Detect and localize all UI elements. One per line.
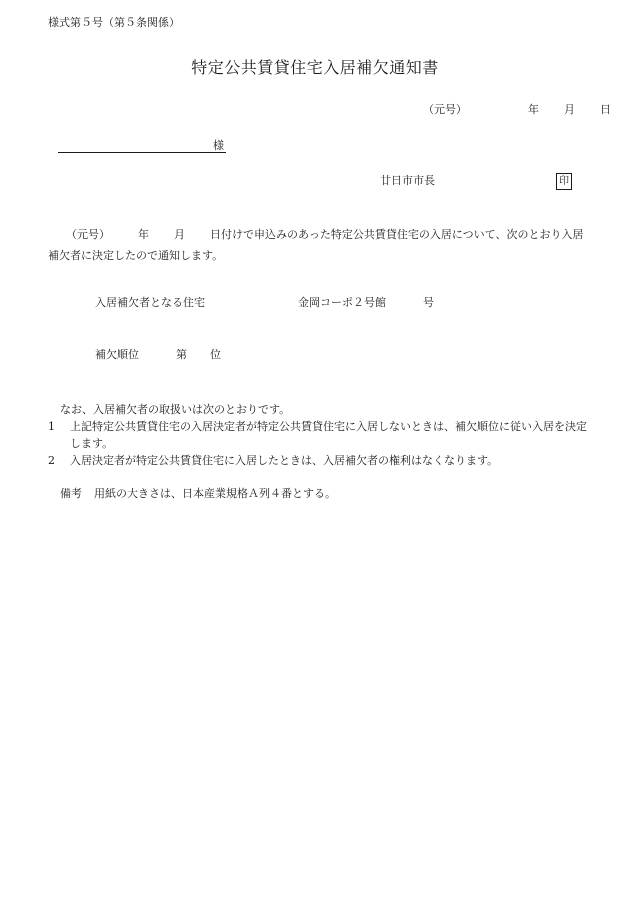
- intro-year: 年: [138, 228, 149, 241]
- rank-label: 補欠順位: [95, 348, 139, 361]
- date-year: 年: [528, 103, 539, 116]
- housing-label: 入居補欠者となる住宅: [95, 296, 205, 309]
- addressee-name-line: [58, 152, 226, 153]
- seal-mark: 印: [556, 173, 572, 190]
- sender-title: 廿日市市長: [380, 174, 435, 187]
- item-text: 入居決定者が特定公共賃貸住宅に入居したときは、入居補欠者の権利はなくなります。: [70, 454, 499, 467]
- issue-date: [423, 104, 611, 115]
- rank-prefix: 第: [176, 348, 187, 361]
- form-number: 様式第５号（第５条関係）: [48, 16, 180, 29]
- list-item: [48, 452, 593, 469]
- date-day: 日: [600, 103, 611, 116]
- rank-row: [95, 349, 221, 360]
- list-item: [48, 418, 593, 452]
- housing-value-group: [298, 297, 434, 308]
- housing-unit: 号: [423, 296, 434, 309]
- housing-row: [95, 297, 205, 308]
- intro-month: 月: [174, 228, 185, 241]
- item-number: 1: [48, 420, 55, 433]
- housing-value: 金岡コーポ２号館: [298, 296, 386, 309]
- intro-text: 日付けで申込みのあった特定公共賃貸住宅の入居について、次のとおり入居補欠者に決定したので通知します。: [48, 228, 584, 262]
- document-title: 特定公共賃貸住宅入居補欠通知書: [191, 58, 439, 77]
- notice-body: [48, 224, 593, 266]
- addressee-suffix: 様: [213, 139, 224, 152]
- remarks-text: 用紙の大きさは、日本産業規格Ａ列４番とする。: [94, 487, 336, 500]
- intro-era: （元号）: [66, 228, 110, 241]
- rank-suffix: 位: [210, 348, 221, 361]
- item-text: 上記特定公共賃貸住宅の入居決定者が特定公共賃貸住宅に入居しないときは、補欠順位に従い入居を決定します。: [70, 420, 587, 450]
- item-number: 2: [48, 454, 55, 467]
- remarks-label: 備考: [60, 487, 82, 500]
- note-lead: なお、入居補欠者の取扱いは次のとおりです。: [60, 403, 291, 416]
- handling-notes: [48, 401, 593, 469]
- date-month: 月: [564, 103, 575, 116]
- remarks: [60, 488, 336, 499]
- date-era: （元号）: [423, 103, 467, 116]
